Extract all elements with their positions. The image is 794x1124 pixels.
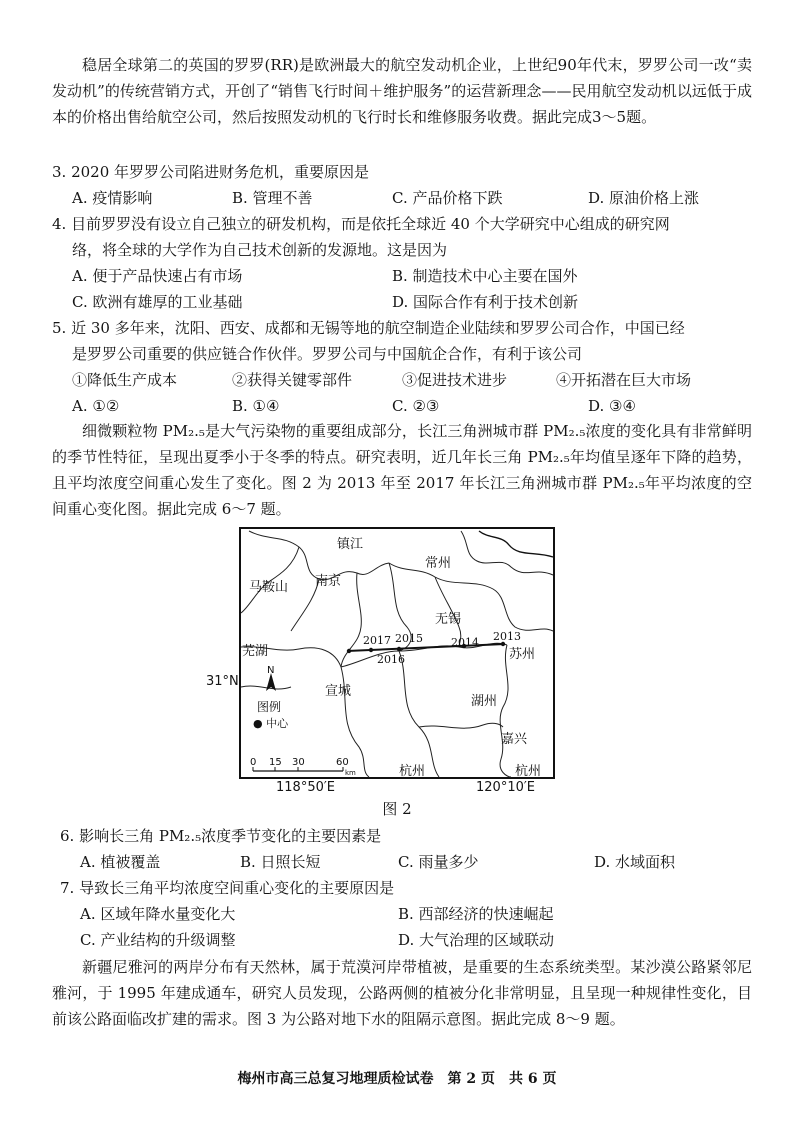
passage-pm25: 细微颗粒物 PM₂.₅是大气污染物的重要组成部分，长江三角洲城市群 PM₂.₅浓度的变化具有非常鲜明的季节性特征，呈现出夏季小于冬季的特点。研究表明，近几年长三角 PM₂.₅年均值呈逐年下降的趋势，且平均浓度空间重心发生了变化。图 2 为 2013 年至 2017 年长江三角洲城市群 PM₂.₅年平均浓度的空间重心变化图。据此完成 6～7 题。 <box>52 422 752 518</box>
year-label-2013: 2013 <box>493 630 521 643</box>
scale-15: 15 <box>269 757 282 768</box>
q5-option-c: C. ②③ <box>392 397 440 415</box>
figure-2-caption: 图 2 <box>382 800 412 818</box>
q5-item-3: ③促进技术进步 <box>402 371 508 389</box>
city-hangzhou-2: 杭州 <box>515 764 542 779</box>
q5-option-d: D. ③④ <box>588 397 636 415</box>
q3-option-d: D. 原油价格上涨 <box>588 189 700 207</box>
year-label-2014: 2014 <box>451 636 479 649</box>
q5-option-a: A. ①② <box>72 397 120 415</box>
question-5-stem-line1: 5. 近 30 多年来，沈阳、西安、成都和无锡等地的航空制造企业陆续和罗罗公司合作，中国已经 <box>52 319 685 337</box>
city-maanshan: 马鞍山 <box>249 580 289 595</box>
city-changzhou: 常州 <box>425 556 452 571</box>
question-7-stem: 7. 导致长三角平均浓度空间重心变化的主要原因是 <box>60 879 395 897</box>
year-label-2016: 2016 <box>377 653 405 666</box>
q7-option-b: B. 西部经济的快速崛起 <box>398 905 554 923</box>
north-label: N <box>267 665 275 676</box>
city-zhenjiang: 镇江 <box>337 537 364 552</box>
city-hangzhou-1: 杭州 <box>399 764 426 779</box>
city-wuxi: 无锡 <box>435 612 462 627</box>
q5-option-b: B. ①④ <box>232 397 280 415</box>
question-5-stem-line2: 是罗罗公司重要的供应链合作伙伴。罗罗公司与中国航企合作，有利于该公司 <box>72 345 583 363</box>
scale-0: 0 <box>250 757 257 768</box>
q3-option-a: A. 疫情影响 <box>72 189 153 207</box>
q6-option-c: C. 雨量多少 <box>398 853 479 871</box>
legend-center: ● 中心 <box>253 717 289 730</box>
question-6-stem: 6. 影响长三角 PM₂.₅浓度季节变化的主要因素是 <box>60 827 382 845</box>
question-4-stem-line2: 络，将全球的大学作为自己技术创新的发源地。这是因为 <box>72 241 448 259</box>
q5-item-1: ①降低生产成本 <box>72 371 178 389</box>
city-xuancheng: 宣城 <box>325 684 352 699</box>
passage-niya-river: 新疆尼雅河的两岸分布有天然林，属于荒漠河岸带植被，是重要的生态系统类型。某沙漠公路紧邻尼雅河，于 1995 年建成通车，研究人员发现，公路两侧的植被分化非常明显，且呈现一种规律性变化，目前该公路面临改扩建的需求。图 3 为公路对地下水的阻隔示意图。据此完成 8～9 题。 <box>52 958 752 1028</box>
city-jiaxing: 嘉兴 <box>501 732 528 747</box>
q7-option-a: A. 区域年降水量变化大 <box>80 905 236 923</box>
scale-30: 30 <box>292 757 305 768</box>
q6-option-b: B. 日照长短 <box>240 853 321 871</box>
city-suzhou: 苏州 <box>509 647 536 662</box>
lon-label-west: 118°50′E <box>276 780 336 795</box>
city-wuhu: 芜湖 <box>242 644 269 659</box>
lat-label: 31°N <box>206 674 239 689</box>
q3-option-c: C. 产品价格下跌 <box>392 189 503 207</box>
center-point-2017 <box>347 649 351 653</box>
center-point-2016 <box>369 648 373 652</box>
q7-option-c: C. 产业结构的升级调整 <box>80 931 236 949</box>
q4-option-c: C. 欧洲有雄厚的工业基础 <box>72 293 243 311</box>
q6-option-d: D. 水域面积 <box>594 853 676 871</box>
q7-option-d: D. 大气治理的区域联动 <box>398 931 555 949</box>
legend-title: 图例 <box>257 700 282 714</box>
pm25-center-map <box>239 527 555 779</box>
city-huzhou: 湖州 <box>471 694 498 709</box>
passage-rolls-royce: 稳居全球第二的英国的罗罗(RR)是欧洲最大的航空发动机企业，上世纪90年代末，罗罗公司一改“卖发动机”的传统营销方式，开创了“销售飞行时间＋维护服务”的运营新理念——民用航空发动机以远低于成本的价格出售给航空公司，然后按照发动机的飞行时长和维修服务收费。据此完成3～5题。 <box>52 56 752 126</box>
q6-option-a: A. 植被覆盖 <box>80 853 161 871</box>
q4-option-d: D. 国际合作有利于技术创新 <box>392 293 579 311</box>
question-3-stem: 3. 2020 年罗罗公司陷进财务危机，重要原因是 <box>52 163 370 181</box>
q3-option-b: B. 管理不善 <box>232 189 313 207</box>
year-label-2017: 2017 <box>363 634 391 647</box>
q5-item-4: ④开拓潜在巨大市场 <box>556 371 692 389</box>
q4-option-a: A. 便于产品快速占有市场 <box>72 267 243 285</box>
q5-item-2: ②获得关键零部件 <box>232 371 353 389</box>
lon-label-east: 120°10′E <box>476 780 536 795</box>
question-4-stem-line1: 4. 目前罗罗没有设立自己独立的研发机构，而是依托全球近 40 个大学研究中心组成的研究网 <box>52 215 670 233</box>
city-nanjing: 南京 <box>315 574 342 589</box>
q4-option-b: B. 制造技术中心主要在国外 <box>392 267 578 285</box>
page-footer: 梅州市高三总复习地理质检试卷 第 2 页 共 6 页 <box>237 1071 557 1087</box>
scale-unit: km <box>345 769 356 777</box>
scale-60: 60 <box>336 757 349 768</box>
center-point-2015 <box>397 647 401 651</box>
year-label-2015: 2015 <box>395 632 423 645</box>
